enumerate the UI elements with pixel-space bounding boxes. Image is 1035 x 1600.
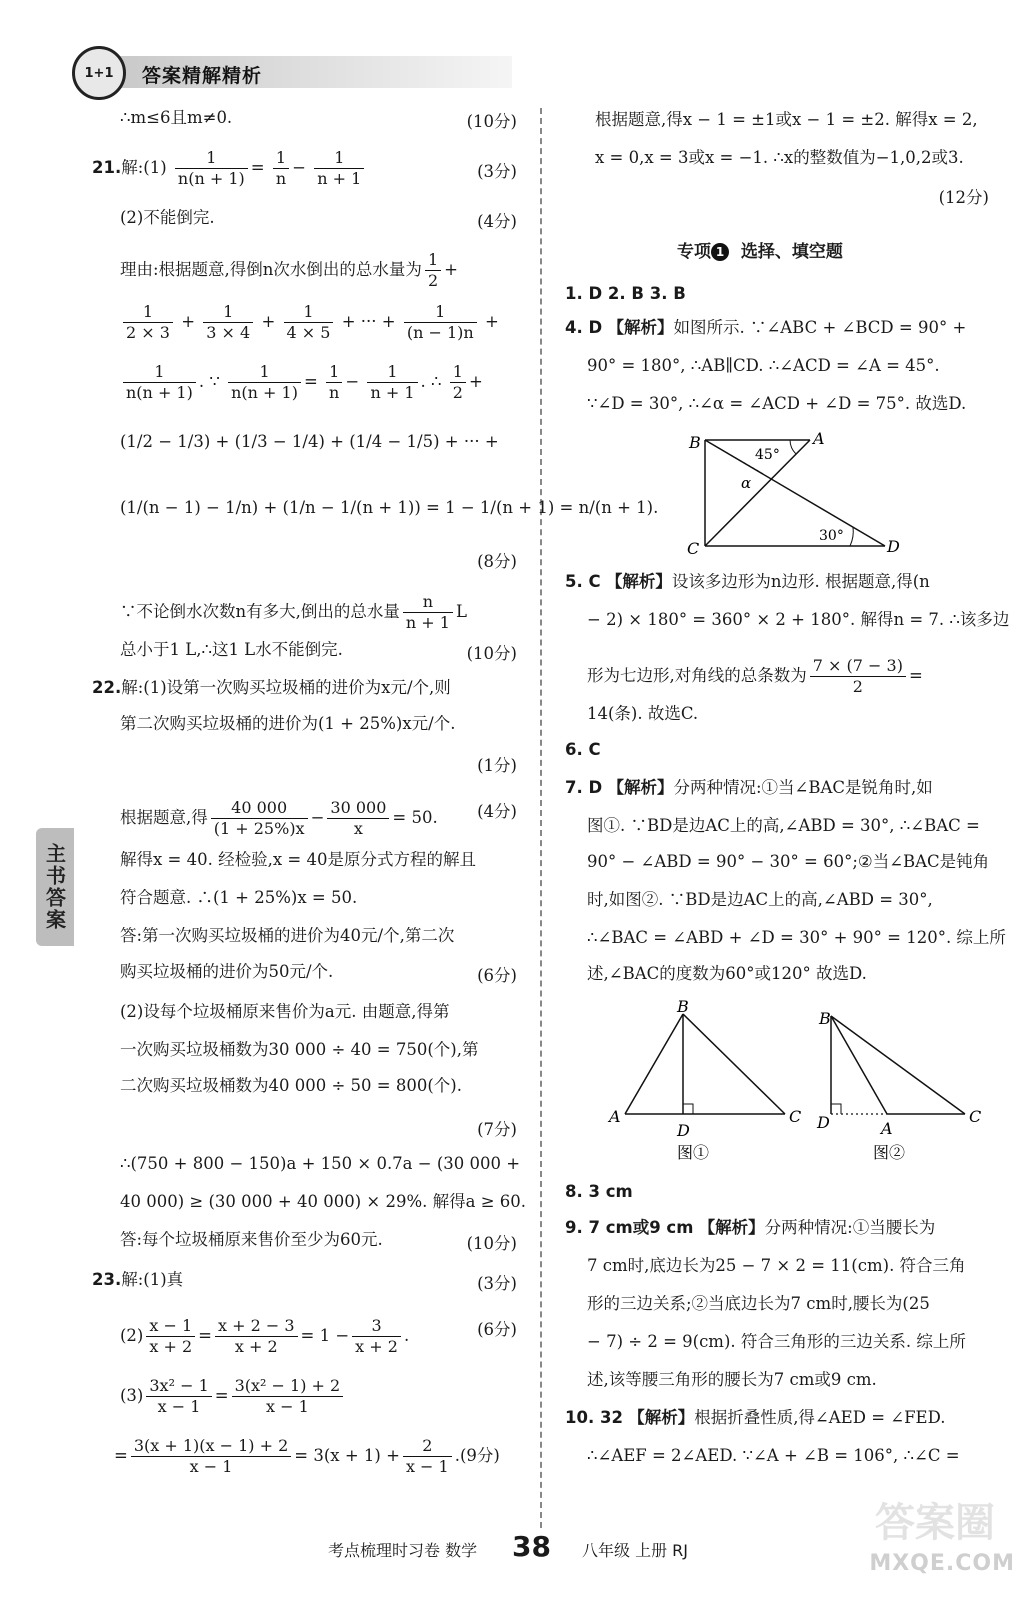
line: 22.解:(1)设第一次购买垃圾桶的进价为x元/个,则	[92, 678, 451, 697]
watermark-url: MXQE.COM	[869, 1551, 1015, 1576]
label-c: C	[687, 539, 700, 558]
score: (4分)	[477, 802, 517, 821]
line: = $\frac{3(x + 1)(x - 1) + 2}{x - 1}$ = 3(x + 1) + $\frac{2}{x - 1}$ .(9分)	[114, 1436, 500, 1476]
score: (8分)	[477, 552, 517, 571]
line: 二次购买垃圾桶数为40 000 ÷ 50 = 800(个).	[120, 1076, 462, 1095]
fraction: $\frac{1}{n}$	[273, 148, 289, 189]
line: 图①. ∵BD是边AC上的高,∠ABD = 30°, ∴∠BAC =	[587, 816, 980, 835]
line: 23.解:(1)真	[92, 1270, 184, 1289]
footer-right: 八年级 上册 RJ	[582, 1541, 689, 1560]
svg-text:图②: 图②	[873, 1143, 906, 1162]
label-d: D	[887, 537, 900, 556]
line: $\frac{1}{n(n + 1)}$ . ∵ $\frac{1}{n(n + 1)}$ = $\frac{1}{n}$ − $\frac{1}{n + 1}$ . ∴ $\frac{1}{2}$ +	[120, 362, 483, 403]
line: 答:第一次购买垃圾桶的进价为40元/个,第二次	[120, 926, 455, 945]
watermark-logo: 答案圈	[875, 1500, 995, 1546]
line: (3) $\frac{\text{3x² − 1}}{x - 1}$ = $\frac{\text{3(x² − 1) + 2}}{x - 1}$	[120, 1376, 346, 1417]
score: (3分)	[477, 162, 517, 181]
svg-text:图①: 图①	[677, 1143, 710, 1162]
score: (6分)	[477, 1320, 517, 1339]
line: 第二次购买垃圾桶的进价为(1 + 25%)x元/个.	[120, 714, 456, 733]
line: 形为七边形,对角线的总条数为 $\frac{7 \times (7 - 3)}{2}$ =	[587, 656, 923, 696]
line: 根据题意,得 $\frac{40 000}{(1 + 25\%)x}$ − $\frac{30 000}{x}$ = 50.	[120, 798, 438, 838]
line: 90° = 180°, ∴AB∥CD. ∴∠ACD = ∠A = 45°.	[587, 356, 940, 375]
line: ∴(750 + 800 − 150)a + 150 × 0.7a − (30 000 +	[120, 1154, 521, 1173]
line: ∵∠D = 30°, ∴∠α = ∠ACD + ∠D = 75°. 故选D.	[587, 394, 967, 413]
line: 1. D 2. B 3. B	[565, 284, 686, 303]
score: (7分)	[477, 1120, 517, 1139]
figure-q4	[685, 428, 915, 558]
side-tab	[36, 828, 74, 946]
line: 8. 3 cm	[565, 1182, 633, 1201]
logo-text: 1+1	[84, 65, 114, 81]
line: 理由:根据题意,得倒n次水倒出的总水量为 $\frac{1}{2}$ +	[120, 250, 458, 290]
text: 解:(1)	[121, 158, 167, 177]
line: 一次购买垃圾桶数为30 000 ÷ 40 = 750(个),第	[120, 1040, 479, 1059]
line: (1/2 − 1/3) + (1/3 − 1/4) + (1/4 − 1/5) + ··· +	[120, 432, 499, 451]
label-alpha: α	[741, 474, 752, 492]
side-tab-label: 主书答案	[42, 843, 67, 931]
q21-line: 21.解:(1) $\frac{1}{n(n + 1)}$ = $\frac{1}{n}$ − $\frac{1}{n + 1}$	[92, 148, 367, 189]
line: 7. D 【解析】分两种情况:①当∠BAC是锐角时,如	[565, 778, 933, 797]
footer-left: 考点梳理时习卷 数学	[328, 1541, 478, 1560]
score: (10分)	[466, 1234, 517, 1253]
figure-q7	[605, 1000, 1005, 1170]
line: (2)设每个垃圾桶原来售价为a元. 由题意,得第	[120, 1002, 450, 1021]
line: 5. C 【解析】设该多边形为n边形. 根据题意,得(n	[565, 572, 930, 591]
line: ∴∠AEF = 2∠AED. ∵∠A + ∠B = 106°, ∴∠C =	[587, 1446, 960, 1465]
line: x = 0,x = 3或x = −1. ∴x的整数值为−1,0,2或3.	[595, 148, 964, 167]
line: − 7) ÷ 2 = 9(cm). 符合三角形的三边关系. 综上所	[587, 1332, 966, 1351]
score: (10分)	[466, 112, 517, 131]
line: 4. D 【解析】如图所示. ∵∠ABC + ∠BCD = 90° +	[565, 318, 967, 337]
line: 根据题意,得x − 1 = ±1或x − 1 = ±2. 解得x = 2,	[595, 110, 978, 129]
line: ∵不论倒水次数n有多大,倒出的总水量 $\frac{n}{n + 1}$ L	[120, 592, 467, 632]
line: ∴m≤6且m≠0.	[120, 108, 233, 127]
svg-text:A: A	[609, 1107, 621, 1126]
line: 40 000) ≥ (30 000 + 40 000) × 29%. 解得a ≥ 60.	[120, 1192, 527, 1211]
q-number: 21.	[92, 158, 122, 177]
score: (12分)	[938, 188, 989, 207]
line: 形的三边关系;②当底边长为7 cm时,腰长为(25	[587, 1294, 930, 1313]
line: 答:每个垃圾桶原来售价至少为60元.	[120, 1230, 383, 1249]
score: (1分)	[477, 756, 517, 775]
header-title: 答案精解精析	[142, 65, 263, 87]
score: (3分)	[477, 1274, 517, 1293]
score: (10分)	[466, 644, 517, 663]
line: (1/(n − 1) − 1/n) + (1/n − 1/(n + 1)) = 1 − 1/(n + 1) = n/(n + 1).	[120, 498, 659, 517]
line: 述,∠BAC的度数为60°或120° 故选D.	[587, 964, 867, 983]
line: (2) $\frac{x - 1}{x + 2}$ = $\frac{x + 2 - 3}{x + 2}$ = 1 − $\frac{3}{x + 2}$ .	[120, 1316, 410, 1356]
page-footer	[300, 1530, 820, 1570]
line: 符合题意. ∴(1 + 25%)x = 50.	[120, 888, 358, 907]
label-a: A	[813, 429, 825, 448]
angle-30-arc	[850, 527, 853, 546]
svg-text:D: D	[677, 1121, 690, 1140]
column-divider	[540, 108, 542, 1528]
score: (6分)	[477, 966, 517, 985]
svg-text:B: B	[819, 1009, 831, 1028]
line: 14(条). 故选C.	[587, 704, 699, 723]
line: $\frac{1}{2 \times 3}$ + $\frac{1}{3 \times 4}$ + $\frac{1}{4 \times 5}$ + ··· + $\frac{1}{(n - 1)n}$ +	[120, 302, 499, 343]
section-heading: 专项 1 选择、填空题	[677, 242, 843, 262]
svg-text:B: B	[677, 1000, 689, 1016]
line: 总小于1 L,∴这1 L水不能倒完.	[120, 640, 343, 659]
right-column	[565, 0, 1010, 1530]
line: 9. 7 cm或9 cm 【解析】分两种情况:①当腰长为	[565, 1218, 936, 1237]
line: 6. C	[565, 740, 601, 759]
svg-text:D: D	[817, 1113, 830, 1132]
line: 述,该等腰三角形的腰长为7 cm或9 cm.	[587, 1370, 877, 1389]
line: (2)不能倒完.	[120, 208, 215, 227]
page-number: 38	[512, 1530, 551, 1563]
score: (4分)	[477, 212, 517, 231]
label-b: B	[689, 433, 701, 452]
fraction: $\frac{1}{n(n + 1)}$	[175, 148, 248, 189]
fraction: $\frac{1}{n + 1}$	[314, 148, 364, 189]
line: 10. 32 【解析】根据折叠性质,得∠AED = ∠FED.	[565, 1408, 946, 1427]
line: ∴∠BAC = ∠ABD + ∠D = 30° + 90° = 120°. 综上所	[587, 928, 1006, 947]
label-30: 30°	[819, 528, 844, 544]
label-45: 45°	[755, 447, 780, 463]
line: 7 cm时,底边长为25 − 7 × 2 = 11(cm). 符合三角	[587, 1256, 966, 1275]
line: 90° − ∠ABD = 90° − 30° = 60°;②当∠BAC是钝角	[587, 852, 990, 871]
svg-text:C: C	[789, 1107, 802, 1126]
svg-text:A: A	[881, 1119, 893, 1138]
line: 解得x = 40. 经检验,x = 40是原分式方程的解且	[120, 850, 476, 869]
angle-45-arc	[790, 440, 796, 454]
svg-text:C: C	[969, 1107, 982, 1126]
line: − 2) × 180° = 360° × 2 + 180°. 解得n = 7. ∴该多边	[587, 610, 1010, 629]
line: 购买垃圾桶的进价为50元/个.	[120, 962, 334, 981]
section-number-badge: 1	[711, 243, 729, 261]
line: 时,如图②. ∵BD是边AC上的高,∠ABD = 30°,	[587, 890, 933, 909]
